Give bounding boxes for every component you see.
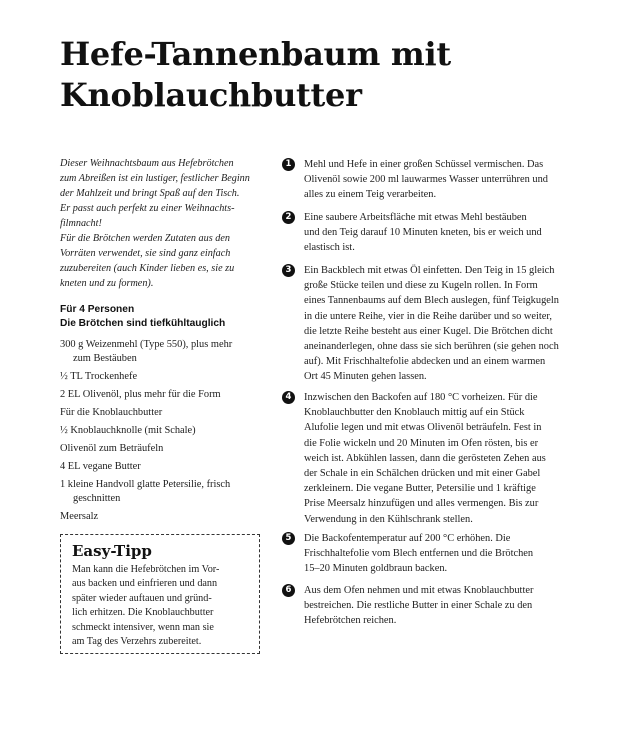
intro-line: zum Abreißen ist ein lustiger, festlicher Beginn bbox=[60, 173, 250, 184]
step-line: weich ist. Abkühlen lassen, dann die gerösteten Zehen aus bbox=[304, 452, 546, 464]
ingredient-line: Meersalz bbox=[60, 511, 99, 522]
step-line: eines Tannenbaums auf dem Blech auslegen, fünf Teigkugeln bbox=[304, 295, 559, 307]
ingredient-item bbox=[60, 478, 275, 506]
intro-line: Für die Brötchen werden Zutaten aus den bbox=[60, 233, 230, 244]
step-line: zerkleinern. Die vegane Butter, Petersilie und 1 kräftige bbox=[304, 483, 536, 495]
step-number-badge: 4 bbox=[282, 391, 295, 404]
intro-line: kneten und zu formen). bbox=[60, 278, 154, 289]
step-line: die Folie wickeln und 20 Minuten im Ofen rösten, bis er bbox=[304, 437, 539, 449]
step-line: alles zu einem Teig verarbeiten. bbox=[304, 189, 437, 201]
step-line: Verwendung in den Kühlschrank stellen. bbox=[304, 513, 473, 525]
ingredient-item bbox=[60, 460, 275, 474]
step-line: Eine saubere Arbeitsfläche mit etwas Mehl bestäuben bbox=[304, 212, 527, 223]
step-line: große Stücke teilen und diese zu Kugeln rollen. In Form bbox=[304, 280, 538, 292]
intro-line: filmnacht! bbox=[60, 218, 102, 229]
step-line: Ort 45 Minuten gehen lassen. bbox=[304, 371, 427, 383]
step-line: und den Teig darauf 10 Minuten kneten, bis er weich und bbox=[304, 227, 542, 239]
ingredient-line: Für die Knoblauchbutter bbox=[60, 407, 163, 418]
step-line: 15–20 Minuten goldbraun backen. bbox=[304, 563, 448, 575]
ingredient-subheading bbox=[60, 406, 275, 420]
step-line: Frischhaltefolie vom Blech entfernen und die Brötchen bbox=[304, 548, 534, 560]
servings-info bbox=[60, 303, 275, 330]
ingredient-line: ½ TL Trockenhefe bbox=[60, 371, 138, 382]
title-line: Hefe-Tannenbaum mit bbox=[60, 35, 451, 73]
step-line: Aus dem Ofen nehmen und mit etwas Knoblauchbutter bbox=[304, 585, 534, 596]
ingredient-line: ½ Knoblauchknolle (mit Schale) bbox=[60, 425, 196, 436]
ingredient-line: zum Bestäuben bbox=[73, 353, 137, 364]
title-line: Knoblauchbutter bbox=[60, 76, 362, 114]
step-text bbox=[304, 390, 584, 527]
step-line: aneinanderlegen, ohne dass sie sich berühren (sie gehen noch bbox=[304, 341, 559, 353]
step-text bbox=[304, 531, 584, 577]
step-text bbox=[304, 263, 584, 385]
intro-line: Dieser Weihnachtsbaum aus Hefebrötchen bbox=[60, 158, 234, 169]
intro-line: der Mahlzeit und bringt Spaß auf den Tisch. bbox=[60, 188, 240, 199]
step-line: Mehl und Hefe in einer großen Schüssel vermischen. Das bbox=[304, 159, 544, 170]
ingredient-line: 4 EL vegane Butter bbox=[60, 461, 141, 472]
recipe-intro bbox=[60, 156, 275, 291]
step-number-badge: 3 bbox=[282, 264, 295, 277]
ingredient-line: Olivenöl zum Beträufeln bbox=[60, 443, 164, 454]
ingredient-item bbox=[60, 442, 275, 456]
step-line: Inzwischen den Backofen auf 180 °C vorheizen. Für die bbox=[304, 392, 538, 403]
step-text bbox=[304, 157, 584, 203]
ingredient-item bbox=[60, 370, 275, 384]
tip-line: aus backen und einfrieren und dann bbox=[72, 578, 218, 590]
ingredient-line: 1 kleine Handvoll glatte Petersilie, frisch bbox=[60, 479, 231, 490]
intro-line: zuzubereiten (auch Kinder lieben es, sie zu bbox=[60, 263, 235, 274]
ingredient-item bbox=[60, 338, 275, 366]
ingredient-list bbox=[60, 338, 275, 528]
step-line: Die Backofentemperatur auf 200 °C erhöhen. Die bbox=[304, 533, 511, 544]
step-line: auf). Mit Frischhaltefolie abdecken und an einem warmen bbox=[304, 356, 546, 368]
step-line: in die untere Reihe, vier in die Reihe darüber und so weiter, bbox=[304, 310, 553, 322]
step-number-badge: 2 bbox=[282, 211, 295, 224]
step-line: Olivenöl sowie 200 ml lauwarmes Wasser unterrühren und bbox=[304, 174, 548, 186]
ingredient-item bbox=[60, 424, 275, 438]
step-line: elastisch ist. bbox=[304, 242, 355, 254]
tip-title: Easy-Tipp bbox=[72, 542, 152, 560]
freezer-note: Die Brötchen sind tiefkühltauglich bbox=[60, 317, 226, 329]
step-line: Hefebrötchen reichen. bbox=[304, 615, 397, 627]
ingredient-line: 2 EL Olivenöl, plus mehr für die Form bbox=[60, 389, 221, 400]
intro-line: Vorräten verwendet, sie sind ganz einfach bbox=[60, 248, 231, 259]
intro-line: Er passt auch perfekt zu einer Weihnachts- bbox=[60, 203, 235, 214]
step-text bbox=[304, 210, 584, 256]
tip-line: schmeckt intensiver, wenn man sie bbox=[72, 621, 214, 633]
recipe-title bbox=[60, 34, 580, 116]
tip-line: am Tag des Verzehrs zubereitet. bbox=[72, 636, 202, 648]
step-line: bestreichen. Die restliche Butter in einer Schale zu den bbox=[304, 600, 533, 612]
tip-line: Man kann die Hefebrötchen im Vor- bbox=[72, 564, 220, 575]
step-line: Prise Meersalz hinzufügen und alles vermengen. Bis zur bbox=[304, 498, 539, 510]
step-number-badge: 5 bbox=[282, 532, 295, 545]
step-line: der Schale in ein Schälchen drücken und mit einer Gabel bbox=[304, 468, 541, 480]
easy-tip-box bbox=[60, 534, 260, 654]
ingredient-line: geschnitten bbox=[73, 493, 121, 504]
tip-line: lich erhitzen. Die Knoblauchbutter bbox=[72, 607, 214, 619]
tip-text bbox=[72, 563, 249, 649]
tip-line: später wieder auftauen und gründ- bbox=[72, 592, 212, 604]
ingredient-item bbox=[60, 510, 275, 524]
ingredient-line: 300 g Weizenmehl (Type 550), plus mehr bbox=[60, 339, 233, 350]
step-text bbox=[304, 583, 584, 629]
step-line: Knoblauchbutter den Knoblauch mittig auf ein Stück bbox=[304, 407, 525, 419]
servings-line: Für 4 Personen bbox=[60, 304, 135, 315]
step-line: die letzte Reihe besteht aus einer Kugel. Die Brötchen dicht bbox=[304, 325, 553, 337]
step-line: Ein Backblech mit etwas Öl einfetten. Den Teig in 15 gleich bbox=[304, 265, 555, 276]
step-number-badge: 6 bbox=[282, 584, 295, 597]
ingredient-item bbox=[60, 388, 275, 402]
step-number-badge: 1 bbox=[282, 158, 295, 171]
step-line: Alufolie legen und mit etwas Olivenöl beträufeln. Fest in bbox=[304, 422, 542, 434]
